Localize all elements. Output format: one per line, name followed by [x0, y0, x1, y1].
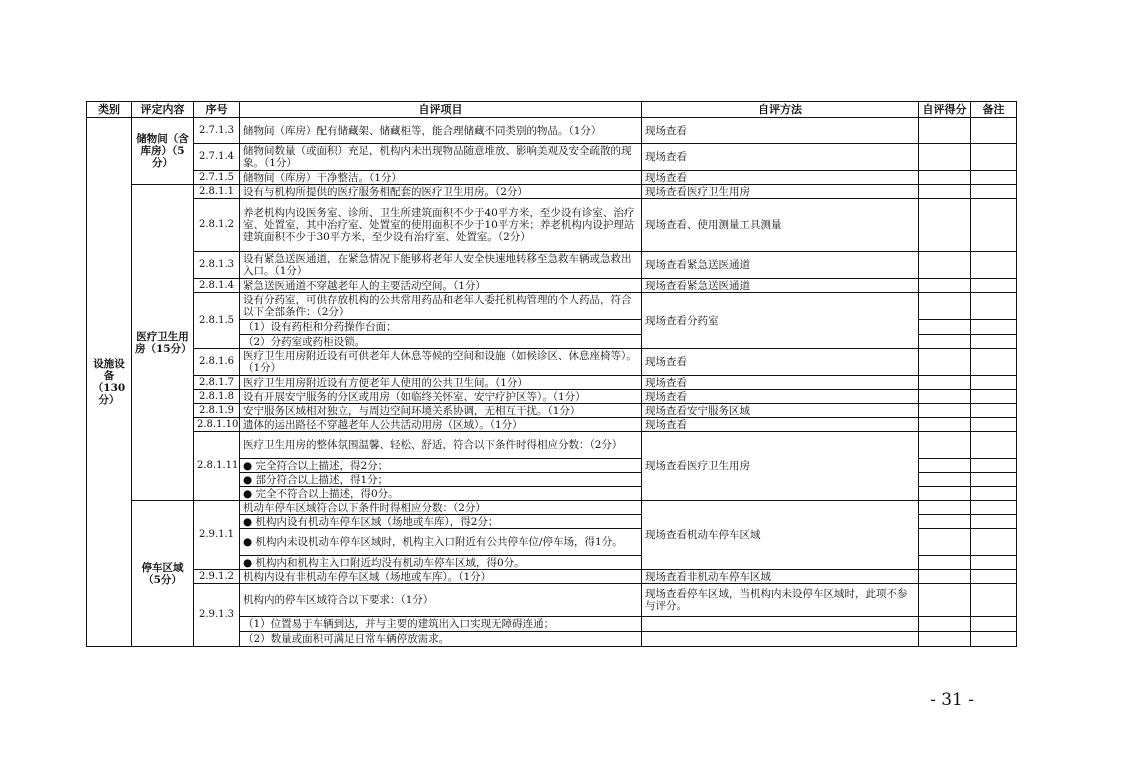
note-cell[interactable] — [971, 418, 1017, 432]
table-row — [87, 376, 1017, 390]
seq-cell: 2.8.1.1 — [194, 185, 240, 199]
item-cell: 设有开展安宁服务的分区或用房（如临终关怀室、安宁疗护区等）。（1分） — [240, 390, 642, 404]
method-cell: 现场查看非机动车停车区域 — [642, 570, 919, 584]
table-row — [87, 252, 1017, 279]
method-cell: 现场查看 — [642, 349, 919, 376]
note-cell[interactable] — [971, 515, 1017, 529]
category-cell: 设施设备（130分） — [87, 118, 132, 647]
seq-cell: 2.8.1.11 — [194, 432, 240, 501]
table-row — [87, 293, 1017, 320]
seq-cell: 2.8.1.6 — [194, 349, 240, 376]
note-cell[interactable] — [971, 252, 1017, 279]
table-row — [87, 144, 1017, 171]
score-cell[interactable] — [919, 570, 971, 584]
table-row — [87, 118, 1017, 144]
score-cell[interactable] — [919, 171, 971, 185]
score-cell[interactable] — [919, 432, 971, 459]
item-cell: ● 机构内未设机动车停车区域时，机构主入口附近有公共停车位/停车场，得1分。 — [240, 529, 642, 556]
method-cell: 现场查看医疗卫生用房 — [642, 432, 919, 501]
item-cell: （1）设有药柜和分药操作台面； — [240, 320, 642, 335]
seq-cell: 2.8.1.4 — [194, 279, 240, 293]
table-row — [87, 390, 1017, 404]
table-row — [87, 570, 1017, 584]
score-cell[interactable] — [919, 185, 971, 199]
item-cell: ● 机构内和机构主入口附近均没有机动车停车区域，得0分。 — [240, 556, 642, 570]
method-cell: 现场查看 — [642, 144, 919, 171]
note-cell[interactable] — [971, 293, 1017, 320]
score-cell[interactable] — [919, 473, 971, 487]
evaluation-table — [86, 101, 1017, 647]
seq-cell: 2.8.1.3 — [194, 252, 240, 279]
score-cell[interactable] — [919, 404, 971, 418]
score-cell[interactable] — [919, 529, 971, 556]
item-cell: 紧急送医通道不穿越老年人的主要活动空间。（1分） — [240, 279, 642, 293]
item-cell: （1）位置易于车辆到达，并与主要的建筑出入口实现无障碍连通； — [240, 617, 642, 632]
item-cell: 储物间数量（或面积）充足，机构内未出现物品随意堆放、影响美观及安全疏散的现象。（1分） — [240, 144, 642, 171]
note-cell[interactable] — [971, 199, 1017, 252]
note-cell[interactable] — [971, 171, 1017, 185]
table-row — [87, 349, 1017, 376]
score-cell[interactable] — [919, 118, 971, 144]
seq-cell: 2.8.1.5 — [194, 293, 240, 349]
page-number: - 31 - — [930, 690, 974, 710]
method-cell: 现场查看 — [642, 118, 919, 144]
item-cell: 储物间（库房）配有储藏架、储藏柜等，能合理储藏不同类别的物品。（1分） — [240, 118, 642, 144]
item-cell: 养老机构内设医务室、诊所、卫生所建筑面积不少于40平方米，至少设有诊室、治疗室、处置室，其中治疗室、处置室的使用面积不少于10平方米；养老机构内设护理站建筑面积不少于30平方米，至少设有治疗室、处置室。（2分） — [240, 199, 642, 252]
item-cell: ● 完全不符合以上描述，得0分。 — [240, 487, 642, 501]
seq-cell: 2.9.1.2 — [194, 570, 240, 584]
item-cell: ● 完全符合以上描述，得2分； — [240, 459, 642, 473]
seq-cell: 2.7.1.3 — [194, 118, 240, 144]
score-cell[interactable] — [919, 293, 971, 320]
seq-cell: 2.8.1.8 — [194, 390, 240, 404]
header-category: 类别 — [87, 102, 132, 118]
score-cell[interactable] — [919, 556, 971, 570]
header-seq: 序号 — [194, 102, 240, 118]
method-cell — [642, 632, 919, 647]
note-cell[interactable] — [971, 584, 1017, 617]
method-cell: 现场查看 — [642, 171, 919, 185]
score-cell[interactable] — [919, 632, 971, 647]
seq-cell: 2.9.1.3 — [194, 584, 240, 647]
score-cell[interactable] — [919, 349, 971, 376]
table-row — [87, 501, 1017, 515]
score-cell[interactable] — [919, 515, 971, 529]
note-cell[interactable] — [971, 529, 1017, 556]
method-cell: 现场查看 — [642, 376, 919, 390]
seq-cell: 2.8.1.10 — [194, 418, 240, 432]
table-row — [87, 432, 1017, 459]
note-cell[interactable] — [971, 185, 1017, 199]
item-cell: 安宁服务区域相对独立，与周边空间环境关系协调，无相互干扰。（1分） — [240, 404, 642, 418]
item-cell: 设有分药室，可供存放机构的公共常用药品和老年人委托机构管理的个人药品，符合以下全部条件：（2分） — [240, 293, 642, 320]
score-cell[interactable] — [919, 418, 971, 432]
method-cell — [642, 617, 919, 632]
item-cell: 医疗卫生用房附近设有方便老年人使用的公共卫生间。（1分） — [240, 376, 642, 390]
method-cell: 现场查看医疗卫生用房 — [642, 185, 919, 199]
item-cell: 机构内的停车区域符合以下要求：（1分） — [240, 584, 642, 617]
score-cell[interactable] — [919, 320, 971, 335]
note-cell[interactable] — [971, 279, 1017, 293]
item-cell: 机构内设有非机动车停车区域（场地或车库）。（1分） — [240, 570, 642, 584]
method-cell: 现场查看安宁服务区域 — [642, 404, 919, 418]
table-row — [87, 185, 1017, 199]
score-cell[interactable] — [919, 390, 971, 404]
note-cell[interactable] — [971, 432, 1017, 459]
note-cell[interactable] — [971, 487, 1017, 501]
score-cell[interactable] — [919, 584, 971, 617]
table-row — [87, 171, 1017, 185]
score-cell[interactable] — [919, 501, 971, 515]
score-cell[interactable] — [919, 376, 971, 390]
section-storage: 储物间（含库房）（5分） — [132, 118, 194, 185]
note-cell[interactable] — [971, 390, 1017, 404]
note-cell[interactable] — [971, 144, 1017, 171]
method-cell: 现场查看 — [642, 390, 919, 404]
note-cell[interactable] — [971, 349, 1017, 376]
header-content: 评定内容 — [132, 102, 194, 118]
table-header-row — [87, 102, 1017, 118]
section-medical: 医疗卫生用房（15分） — [132, 185, 194, 501]
note-cell[interactable] — [971, 376, 1017, 390]
score-cell[interactable] — [919, 252, 971, 279]
seq-cell: 2.8.1.7 — [194, 376, 240, 390]
score-cell[interactable] — [919, 459, 971, 473]
item-cell: 医疗卫生用房的整体氛围温馨、轻松、舒适，符合以下条件时得相应分数：（2分） — [240, 432, 642, 459]
seq-cell: 2.7.1.4 — [194, 144, 240, 171]
header-score: 自评得分 — [919, 102, 971, 118]
note-cell[interactable] — [971, 118, 1017, 144]
score-cell[interactable] — [919, 335, 971, 349]
item-cell: （2）数量或面积可满足日常车辆停放需求。 — [240, 632, 642, 647]
note-cell[interactable] — [971, 335, 1017, 349]
note-cell[interactable] — [971, 404, 1017, 418]
item-cell: 医疗卫生用房附近设有可供老年人休息等候的空间和设施（如候诊区、休息座椅等）。（1分） — [240, 349, 642, 376]
item-cell: 设有与机构所提供的医疗服务相配套的医疗卫生用房。（2分） — [240, 185, 642, 199]
table-row — [87, 199, 1017, 252]
note-cell[interactable] — [971, 473, 1017, 487]
note-cell[interactable] — [971, 617, 1017, 632]
header-item: 自评项目 — [240, 102, 642, 118]
score-cell[interactable] — [919, 487, 971, 501]
note-cell[interactable] — [971, 570, 1017, 584]
table-row — [87, 418, 1017, 432]
table-row — [87, 584, 1017, 617]
seq-cell: 2.8.1.9 — [194, 404, 240, 418]
note-cell[interactable] — [971, 556, 1017, 570]
method-cell: 现场查看紧急送医通道 — [642, 252, 919, 279]
table-row — [87, 279, 1017, 293]
item-cell: 设有紧急送医通道，在紧急情况下能够将老年人安全快速地转移至急救车辆或急救出入口。（1分） — [240, 252, 642, 279]
header-note: 备注 — [971, 102, 1017, 118]
score-cell[interactable] — [919, 617, 971, 632]
method-cell: 现场查看、使用测量工具测量 — [642, 199, 919, 252]
note-cell[interactable] — [971, 459, 1017, 473]
seq-cell: 2.7.1.5 — [194, 171, 240, 185]
item-cell: （2）分药室或药柜设锁。 — [240, 335, 642, 349]
score-cell[interactable] — [919, 199, 971, 252]
seq-cell: 2.8.1.2 — [194, 199, 240, 252]
score-cell[interactable] — [919, 144, 971, 171]
item-cell: ● 部分符合以上描述，得1分； — [240, 473, 642, 487]
item-cell: 遗体的运出路径不穿越老年人公共活动用房（区域）。（1分） — [240, 418, 642, 432]
item-cell: 储物间（库房）干净整洁。（1分） — [240, 171, 642, 185]
method-cell: 现场查看 — [642, 418, 919, 432]
table-row — [87, 404, 1017, 418]
header-method: 自评方法 — [642, 102, 919, 118]
note-cell[interactable] — [971, 320, 1017, 335]
method-cell: 现场查看机动车停车区域 — [642, 501, 919, 570]
note-cell[interactable] — [971, 501, 1017, 515]
score-cell[interactable] — [919, 279, 971, 293]
seq-cell: 2.9.1.1 — [194, 501, 240, 570]
note-cell[interactable] — [971, 632, 1017, 647]
item-cell: ● 机构内设有机动车停车区域（场地或车库），得2分； — [240, 515, 642, 529]
method-cell: 现场查看分药室 — [642, 293, 919, 349]
section-parking: 停车区域（5分） — [132, 501, 194, 647]
item-cell: 机动车停车区域符合以下条件时得相应分数：（2分） — [240, 501, 642, 515]
method-cell: 现场查看停车区域，当机构内未设停车区域时，此项不参与评分。 — [642, 584, 919, 617]
method-cell: 现场查看紧急送医通道 — [642, 279, 919, 293]
